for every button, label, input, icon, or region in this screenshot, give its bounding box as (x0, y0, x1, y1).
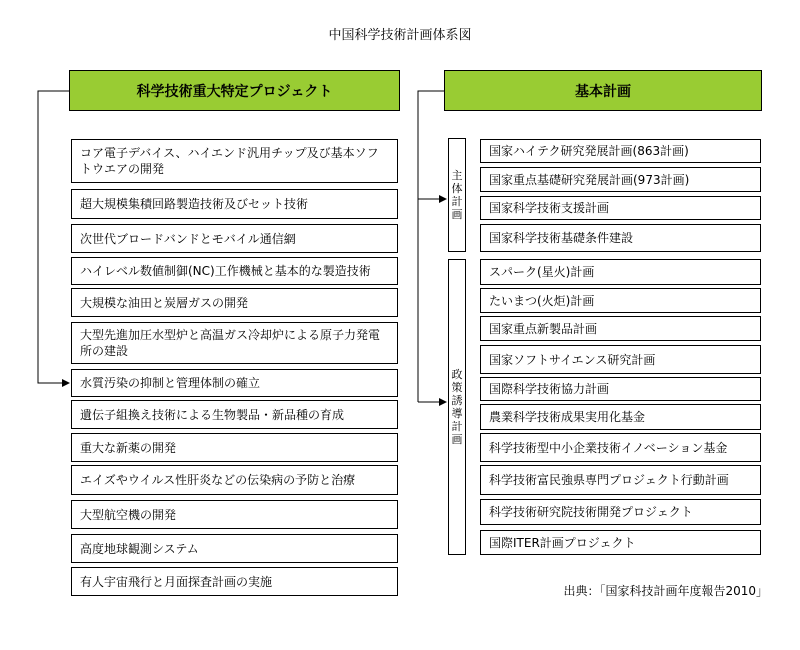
left-item: 重大な新薬の開発 (71, 433, 398, 462)
group-policy-plans (448, 259, 466, 555)
right-item: 科学技術研究院技術開発プロジェクト (480, 499, 761, 525)
left-item: 次世代ブロードバンドとモバイル通信網 (71, 224, 398, 253)
left-item: ハイレベル数値制御(NC)工作機械と基本的な製造技術 (71, 257, 398, 285)
left-item: 超大規模集積回路製造技術及びセット技術 (71, 189, 398, 219)
right-item: 国家科学技術支援計画 (480, 196, 761, 220)
right-item: 国家ソフトサイエンス研究計画 (480, 345, 761, 374)
left-item: 高度地球観測システム (71, 534, 398, 563)
left-item: 大規模な油田と炭層ガスの開発 (71, 288, 398, 317)
right-item: 農業科学技術成果実用化基金 (480, 404, 761, 430)
left-item: 大型先進加圧水型炉と高温ガス冷却炉による原子力発電所の建設 (71, 322, 398, 364)
right-item: 国家ハイテク研究発展計画(863計画) (480, 139, 761, 163)
right-item: 国家科学技術基礎条件建設 (480, 224, 761, 252)
left-item: 有人宇宙飛行と月面探査計画の実施 (71, 567, 398, 596)
right-header (444, 70, 762, 111)
left-item: エイズやウイルス性肝炎などの伝染病の予防と治療 (71, 465, 398, 495)
right-item: たいまつ(火炬)計画 (480, 288, 761, 313)
group-policy-plans-label: 政策誘導計画 (451, 368, 463, 446)
right-item: スパーク(星火)計画 (480, 259, 761, 285)
left-item: 水質汚染の抑制と管理体制の確立 (71, 369, 398, 397)
left-item: 大型航空機の開発 (71, 500, 398, 529)
right-item: 科学技術富民強県専門プロジェクト行動計画 (480, 465, 761, 495)
left-header-label: 科学技術重大特定プロジェクト (136, 83, 333, 100)
right-item: 国際科学技術協力計画 (480, 377, 761, 401)
right-bracket-connector (418, 91, 444, 402)
group-main-plans (448, 138, 466, 252)
right-header-label: 基本計画 (575, 83, 631, 100)
source-caption: 出典：｢国家科技計画年度報告2010｣ (563, 584, 762, 598)
left-bracket-connector (38, 91, 69, 383)
left-header (69, 70, 400, 111)
left-item: 遺伝子組換え技術による生物製品・新品種の育成 (71, 400, 398, 429)
right-item: 国際ITER計画プロジェクト (480, 530, 761, 555)
right-item: 科学技術型中小企業技術イノベーション基金 (480, 433, 761, 462)
right-item: 国家重点新製品計画 (480, 316, 761, 341)
right-item: 国家重点基礎研究発展計画(973計画) (480, 167, 761, 192)
diagram-title: 中国科学技術計画体系図 (328, 28, 472, 43)
group-main-plans-label: 主体計画 (451, 169, 463, 221)
left-item: コア電子デバイス、ハイエンド汎用チップ及び基本ソフトウエアの開発 (71, 139, 398, 183)
